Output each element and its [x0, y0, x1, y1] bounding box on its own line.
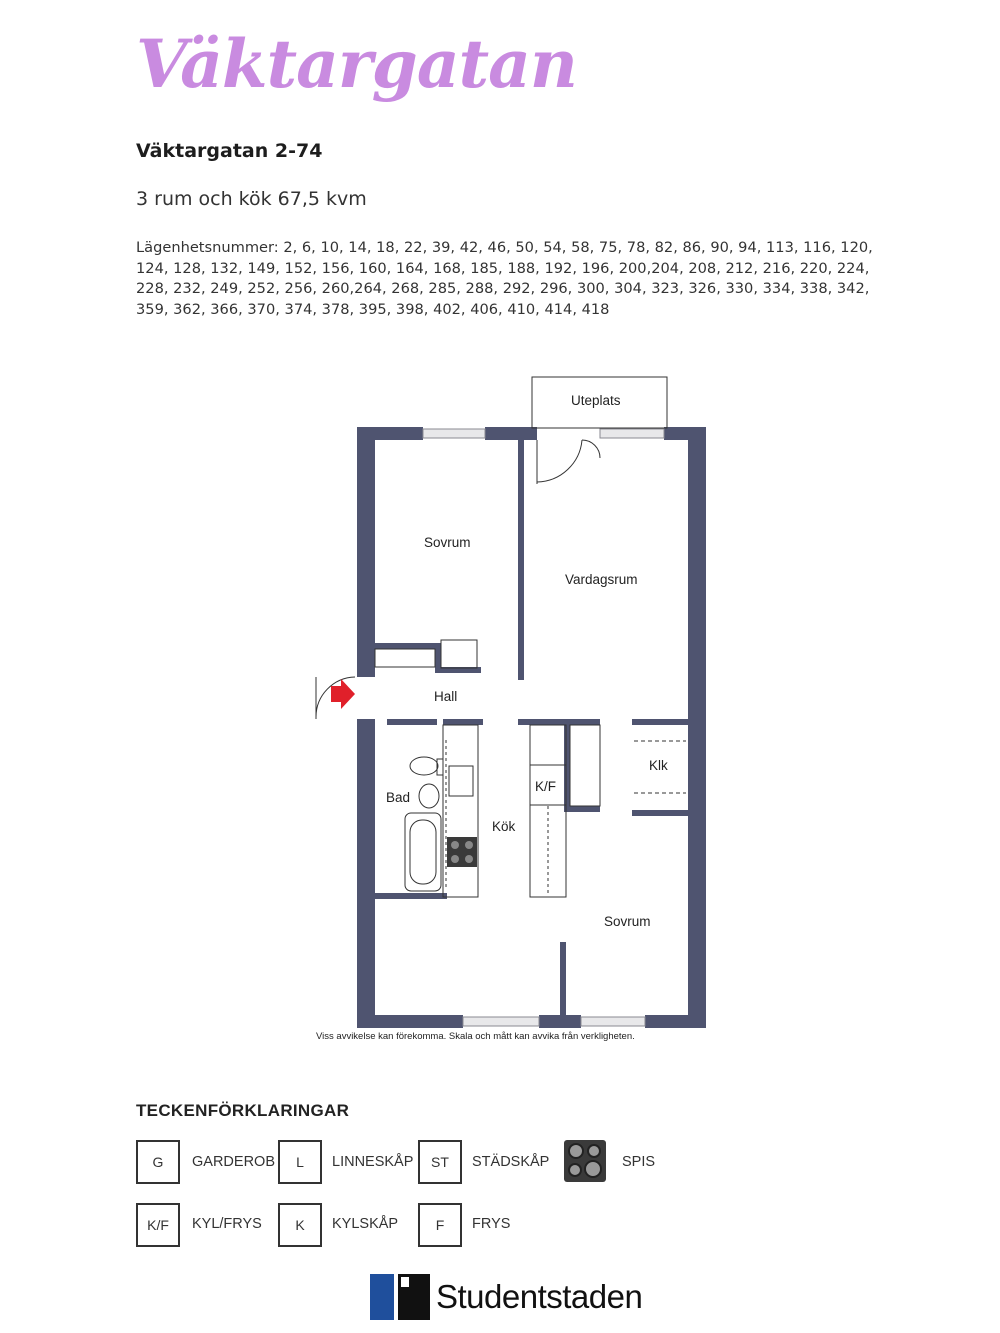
- stove-icon: [447, 837, 477, 867]
- address: Väktargatan 2-74: [136, 140, 323, 162]
- legend-label-spis: SPIS: [622, 1154, 656, 1170]
- exterior-walls: [357, 427, 706, 1028]
- brand-mark-icon: [370, 1274, 430, 1320]
- legend-code-kylskap: K: [278, 1203, 322, 1247]
- page-title: Väktargatan: [136, 25, 577, 103]
- room-hall: Hall: [434, 689, 458, 704]
- room-sovrum-top: Sovrum: [424, 535, 471, 550]
- legend-code-frys: F: [418, 1203, 462, 1247]
- room-sovrum-bottom: Sovrum: [604, 914, 651, 929]
- legend-label-kylfrys: KYL/FRYS: [192, 1216, 262, 1232]
- room-klk: Klk: [649, 758, 668, 773]
- room-uteplats: Uteplats: [571, 393, 621, 408]
- brand-name: Studentstaden: [436, 1278, 643, 1315]
- legend-label-stadskap: STÄDSKÅP: [472, 1154, 550, 1170]
- legend-label-linneskap: LINNESKÅP: [332, 1154, 414, 1170]
- plan-disclaimer: Viss avvikelse kan förekomma. Skala och mått kan avvika från verkligheten.: [316, 1031, 635, 1042]
- legend-code-garderob: G: [136, 1140, 180, 1184]
- room-kf: K/F: [535, 779, 557, 794]
- legend-code-kylfrys: K/F: [136, 1203, 180, 1247]
- legend-code-stadskap: ST: [418, 1140, 462, 1184]
- apartment-size: 3 rum och kök 67,5 kvm: [136, 188, 367, 210]
- brand-logo: [370, 1272, 642, 1322]
- windows: [423, 429, 664, 1026]
- legend-code-linneskap: L: [278, 1140, 322, 1184]
- legend-label-garderob: GARDEROB: [192, 1154, 275, 1170]
- room-vardagsrum: Vardagsrum: [565, 572, 638, 587]
- room-kok: Kök: [492, 819, 516, 834]
- room-bad: Bad: [386, 790, 411, 805]
- stove-icon: [564, 1140, 606, 1182]
- legend-label-frys: FRYS: [472, 1216, 511, 1232]
- legend-title: TECKENFÖRKLARINGAR: [136, 1101, 350, 1120]
- legend-label-kylskap: KYLSKÅP: [332, 1216, 399, 1232]
- apartment-numbers: Lägenhetsnummer: 2, 6, 10, 14, 18, 22, 39, 42, 46, 50, 54, 58, 75, 78, 82, 86, 90, 94, 113, 116, 120, 124, 128, 132, 149, 152, 156, 160, 164, 168, 185, 188, 192, 196, 200,204, 208, 212, 216, 220, 224, 228, 232, 249, 252, 256, 260,264, 268, 285, 288, 292, 296, 300, 304, 323, 326, 330, 334, 338, 342, 359, 362, 366, 370, 374, 378, 395, 398, 402, 406, 410, 414, 418: [136, 239, 873, 318]
